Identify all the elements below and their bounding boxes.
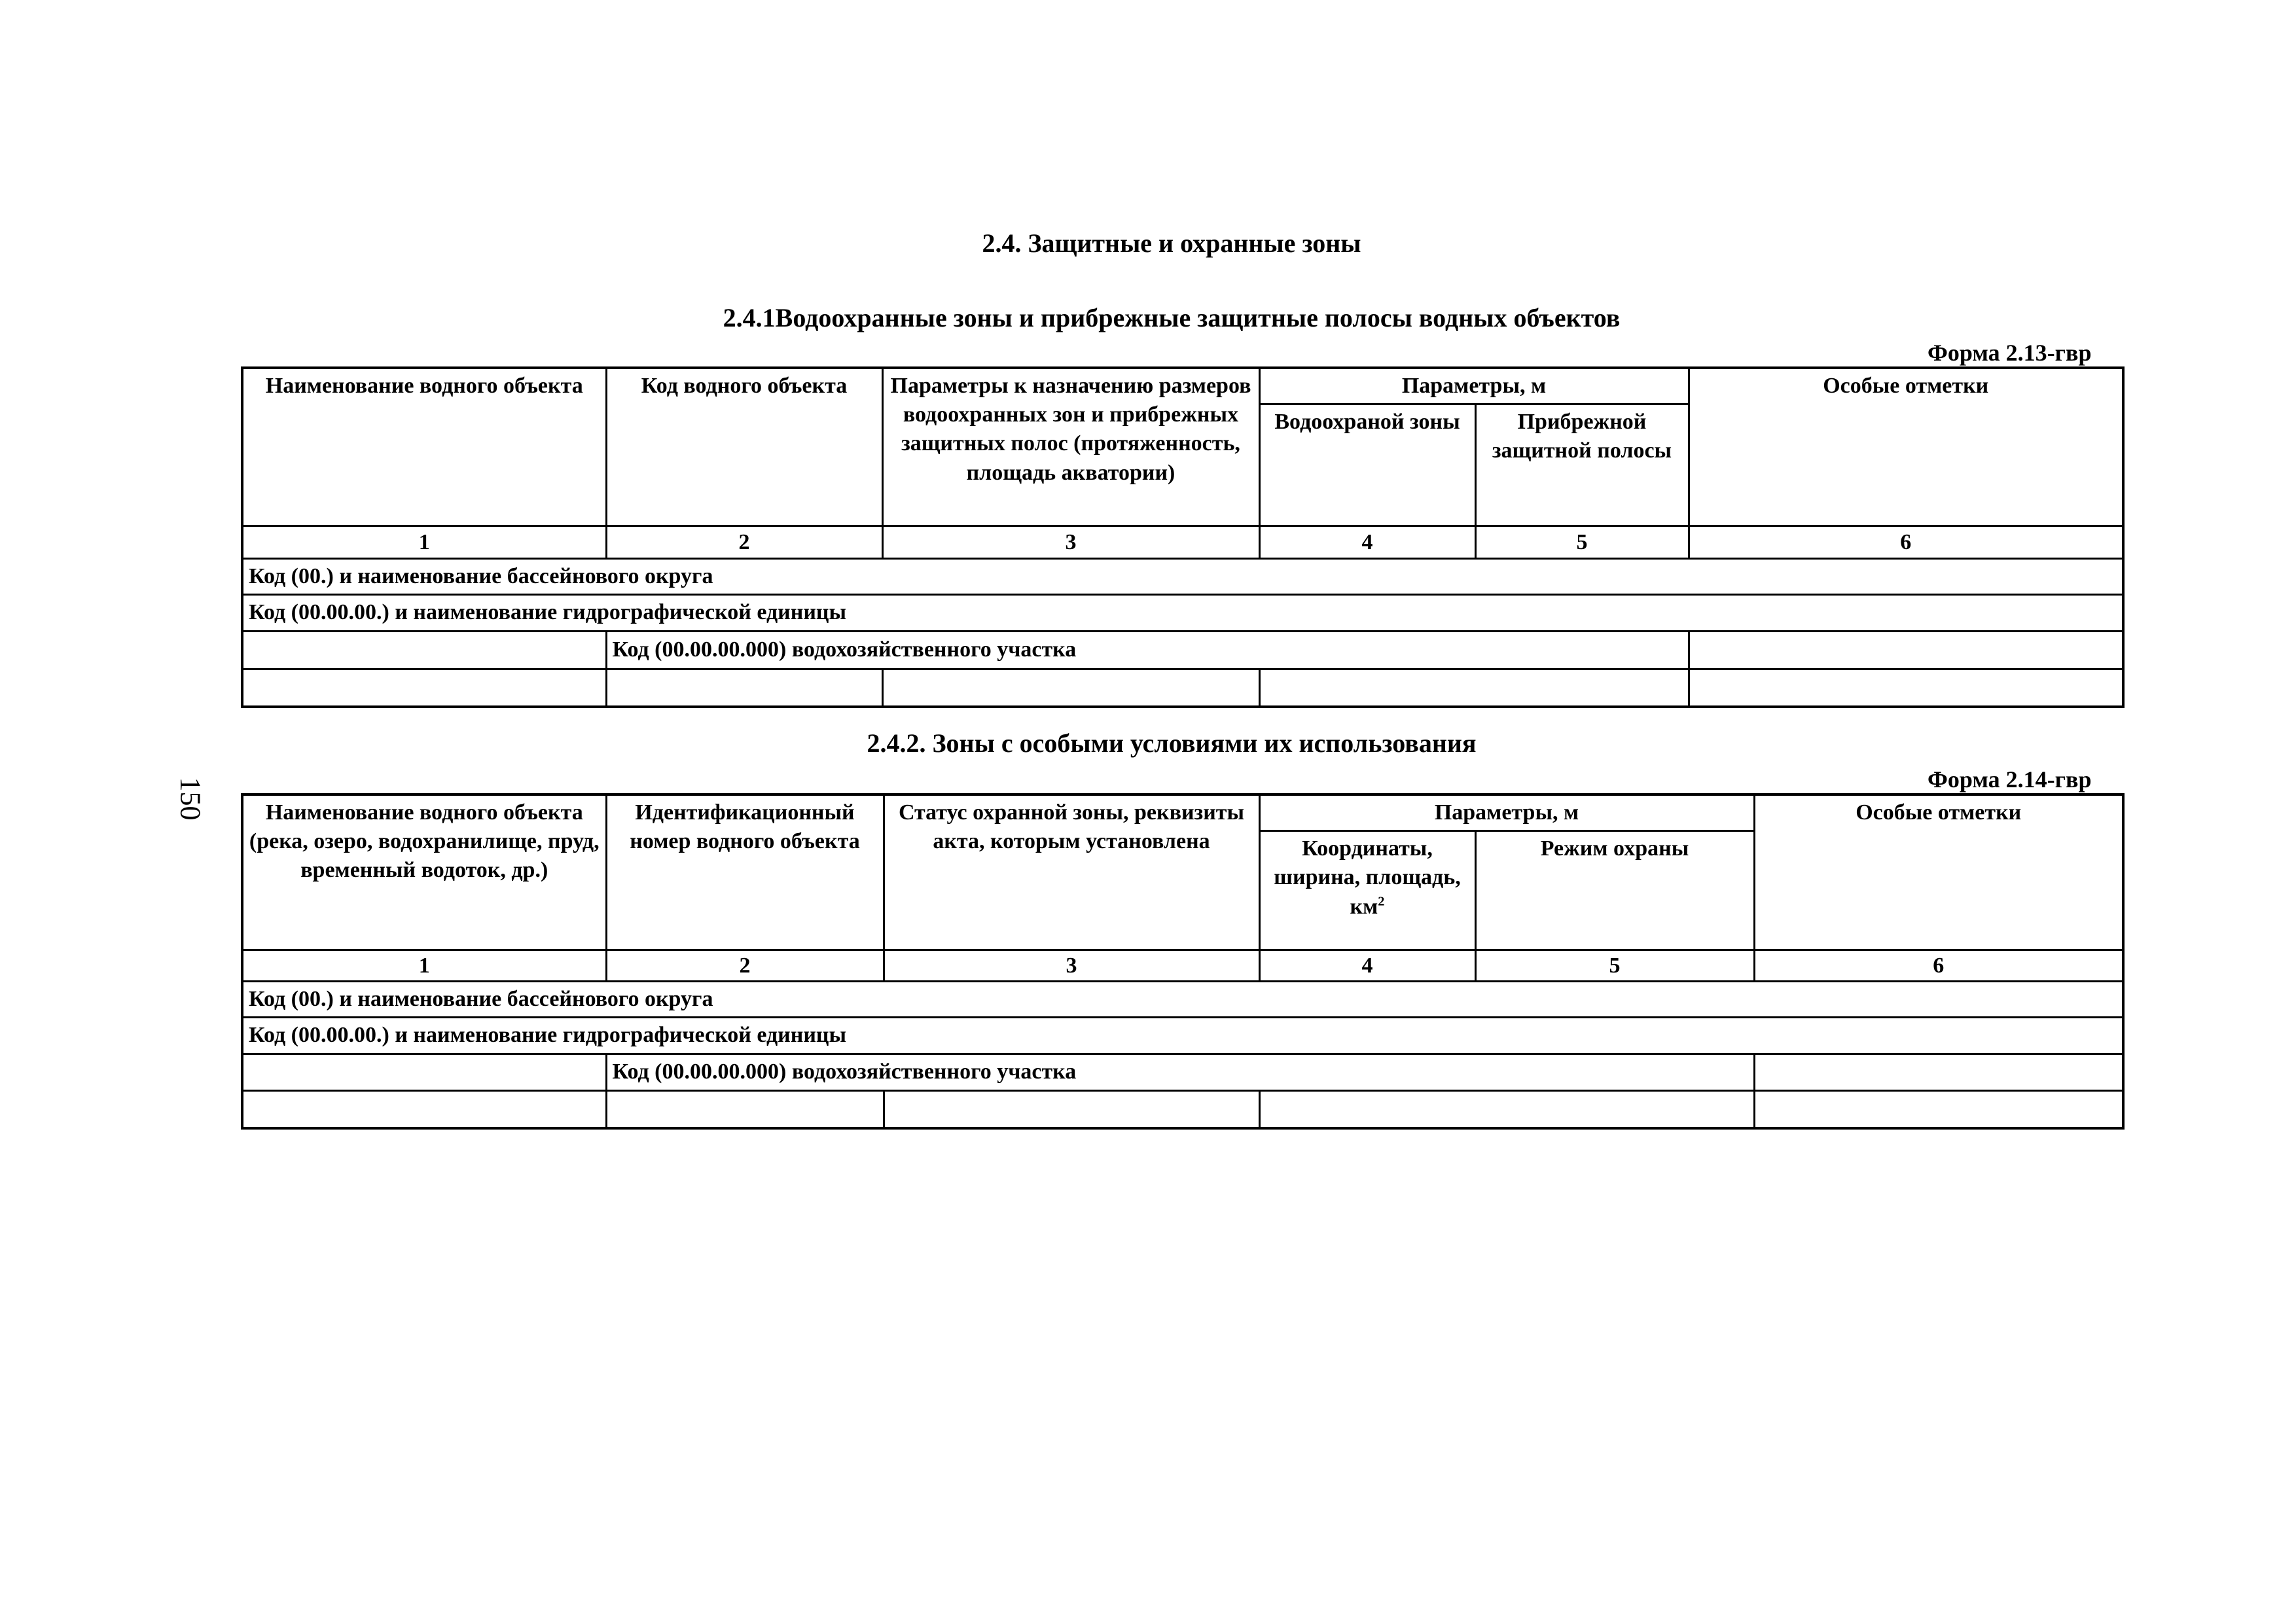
form2-row-water-section: Код (00.00.00.000) водохозяйственного участка [606, 1054, 1754, 1090]
form2-empty-cell [242, 1090, 606, 1128]
form2-col-number: 4 [1259, 950, 1475, 982]
form1-header-water-zone: Водоохраной зоны [1259, 404, 1475, 526]
page-number: 150 [174, 777, 207, 821]
form2-header-params-group: Параметры, м [1259, 794, 1754, 831]
form1-table [241, 366, 2125, 708]
form2-col-number: 5 [1475, 950, 1754, 982]
form2-header-status: Статус охранной зоны, реквизиты акта, которым установлена [884, 794, 1259, 950]
form2-label: Форма 2.14-гвр [1928, 766, 2092, 793]
form1-col-number: 2 [606, 526, 882, 559]
form2-col-number: 1 [242, 950, 606, 982]
form1-row-water-section: Код (00.00.00.000) водохозяйственного участка [606, 631, 1689, 669]
form2-header-id: Идентификационный номер водного объекта [606, 794, 884, 950]
section-title: 2.4. Защитные и охранные зоны [982, 228, 1361, 258]
form1-col-number: 1 [242, 526, 606, 559]
form2-empty-cell [1754, 1090, 2123, 1128]
form1-empty-cell [606, 669, 882, 707]
form2-row-basin: Код (00.) и наименование бассейнового округа [242, 982, 2123, 1018]
form1-header-code: Код водного объекта [606, 368, 882, 526]
form1-col-number: 5 [1475, 526, 1689, 559]
form2-header-coordinates: Координаты, ширина, площадь, $км^2$ [1259, 831, 1475, 950]
form2-header-name: Наименование водного объекта (река, озеро, водохранилище, пруд, временный водоток, др.) [242, 794, 606, 950]
form1-header-params-assign: Параметры к назначению размеров водоохранных зон и прибрежных защитных полос (протяженность, площадь акватории) [882, 368, 1259, 526]
form1-empty-cell [242, 631, 606, 669]
form2-empty-cell [242, 1054, 606, 1090]
form2-col-number: 2 [606, 950, 884, 982]
form1-empty-cell [1689, 631, 2123, 669]
form1-row-basin: Код (00.) и наименование бассейнового округа [242, 559, 2123, 595]
form2-empty-cell [606, 1090, 884, 1128]
form1-row-hydro-unit: Код (00.00.00.) и наименование гидрографической единицы [242, 595, 2123, 631]
form1-header-notes: Особые отметки [1689, 368, 2123, 526]
form2-empty-cell [1259, 1090, 1754, 1128]
form1-col-number: 6 [1689, 526, 2123, 559]
form2-empty-cell [884, 1090, 1259, 1128]
form2-header-notes: Особые отметки [1754, 794, 2123, 950]
form2-row-hydro-unit: Код (00.00.00.) и наименование гидрографической единицы [242, 1018, 2123, 1054]
form1-empty-cell [882, 669, 1259, 707]
form1-subtitle: 2.4.1Водоохранные зоны и прибрежные защитные полосы водных объектов [723, 303, 1621, 332]
form1-header-coastal-strip: Прибрежной защитной полосы [1475, 404, 1689, 526]
form1-label: Форма 2.13-гвр [1928, 340, 2092, 366]
form1-header-name: Наименование водного объекта [242, 368, 606, 526]
form2-empty-cell [1754, 1054, 2123, 1090]
form2-col-number: 3 [884, 950, 1259, 982]
form1-header-params-group: Параметры, м [1259, 368, 1689, 404]
form2-header-protection-mode: Режим охраны [1475, 831, 1754, 950]
form2-table [241, 793, 2125, 1130]
form2-col-number: 6 [1754, 950, 2123, 982]
form1-col-number: 3 [882, 526, 1259, 559]
form2-subtitle: 2.4.2. Зоны с особыми условиями их использования [867, 728, 1477, 758]
form1-empty-cell [242, 669, 606, 707]
form1-col-number: 4 [1259, 526, 1475, 559]
form1-empty-cell [1689, 669, 2123, 707]
form1-empty-cell [1259, 669, 1689, 707]
